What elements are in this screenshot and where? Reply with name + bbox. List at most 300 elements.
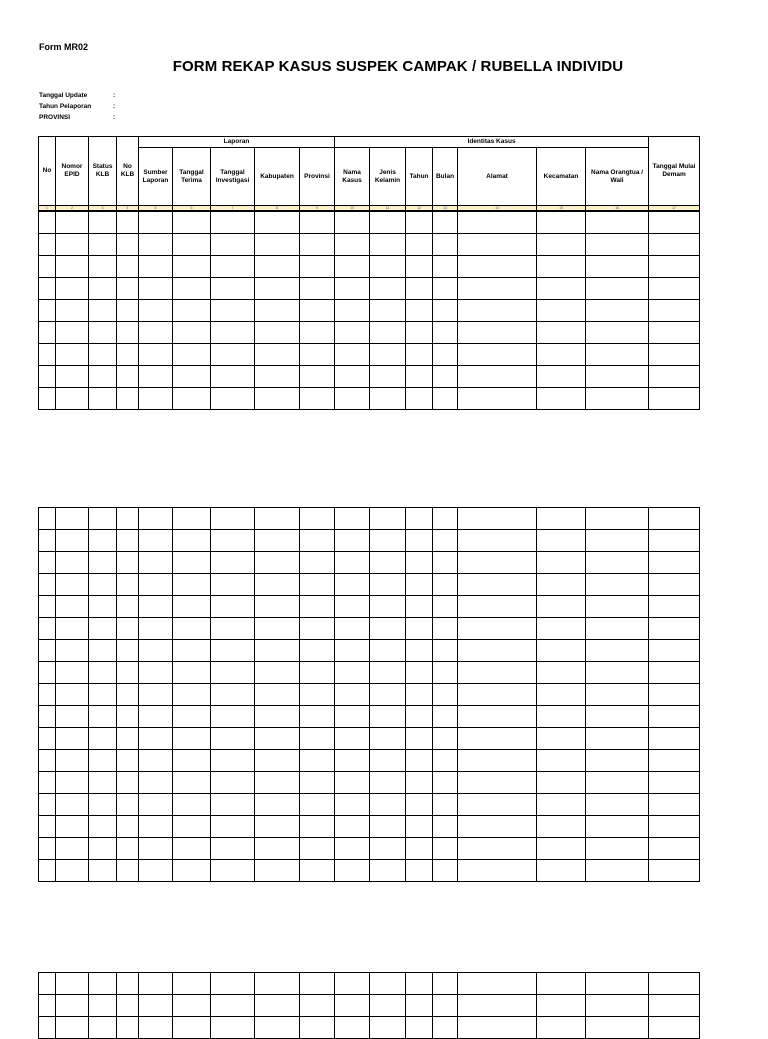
- table-cell: [173, 574, 211, 596]
- table-cell: [300, 388, 335, 410]
- table-cell: [537, 973, 586, 995]
- column-number: 17: [649, 206, 700, 212]
- table-cell: [255, 388, 300, 410]
- table-cell: [173, 816, 211, 838]
- table-cell: [300, 1017, 335, 1039]
- table-cell: [586, 596, 649, 618]
- page-title: FORM REKAP KASUS SUSPEK CAMPAK / RUBELLA INDIVIDU: [172, 58, 624, 75]
- table-cell: [139, 794, 173, 816]
- table-cell: [458, 750, 537, 772]
- table-cell: [56, 596, 89, 618]
- table-cell: [39, 256, 56, 278]
- table-cell: [39, 530, 56, 552]
- table-cell: [458, 256, 537, 278]
- table-cell: [211, 794, 255, 816]
- table-cell: [458, 973, 537, 995]
- table-cell: [300, 860, 335, 882]
- table-cell: [56, 838, 89, 860]
- header-kabupaten: Kabupaten: [255, 148, 300, 206]
- table-cell: [370, 794, 406, 816]
- table-cell: [139, 706, 173, 728]
- table-cell: [117, 388, 139, 410]
- table-cell: [117, 860, 139, 882]
- table-cell: [335, 995, 370, 1017]
- table-cell: [586, 860, 649, 882]
- header-tanggal-investigasi: Tanggal Investigasi: [211, 148, 255, 206]
- table-cell: [649, 256, 700, 278]
- table-cell: [335, 1017, 370, 1039]
- table-cell: [458, 684, 537, 706]
- table-row: [39, 300, 700, 322]
- table-cell: [370, 1017, 406, 1039]
- table-cell: [537, 750, 586, 772]
- table-cell: [139, 596, 173, 618]
- table-cell: [406, 344, 433, 366]
- table-cell: [255, 794, 300, 816]
- table-cell: [370, 973, 406, 995]
- table-cell: [433, 574, 458, 596]
- table-cell: [89, 772, 117, 794]
- meta-label: PROVINSI: [39, 114, 71, 121]
- table-cell: [211, 300, 255, 322]
- table-row: [39, 860, 700, 882]
- table-cell: [586, 728, 649, 750]
- table-cell: [211, 750, 255, 772]
- table-cell: [300, 640, 335, 662]
- table-cell: [117, 530, 139, 552]
- meta-colon: :: [113, 103, 116, 110]
- table-cell: [300, 574, 335, 596]
- table-cell: [56, 388, 89, 410]
- table-cell: [211, 772, 255, 794]
- table-cell: [433, 816, 458, 838]
- table-cell: [458, 366, 537, 388]
- table-cell: [458, 640, 537, 662]
- table-cell: [370, 530, 406, 552]
- table-cell: [139, 508, 173, 530]
- table-cell: [173, 995, 211, 1017]
- table-row: [39, 574, 700, 596]
- table-cell: [89, 211, 117, 234]
- table-cell: [211, 816, 255, 838]
- table-cell: [335, 973, 370, 995]
- table-cell: [211, 684, 255, 706]
- table-cell: [433, 728, 458, 750]
- table-cell: [537, 322, 586, 344]
- table-cell: [335, 574, 370, 596]
- table-cell: [537, 838, 586, 860]
- table-cell: [300, 662, 335, 684]
- table-cell: [89, 278, 117, 300]
- header-jenis-kelamin: Jenis Kelamin: [370, 148, 406, 206]
- table-cell: [173, 530, 211, 552]
- table-cell: [139, 574, 173, 596]
- table-cell: [406, 278, 433, 300]
- table-cell: [39, 728, 56, 750]
- table-cell: [537, 234, 586, 256]
- table-cell: [117, 772, 139, 794]
- table-cell: [335, 300, 370, 322]
- table-cell: [370, 234, 406, 256]
- table-cell: [39, 860, 56, 882]
- table-row: [39, 344, 700, 366]
- table-cell: [255, 344, 300, 366]
- table-cell: [649, 838, 700, 860]
- table-cell: [211, 838, 255, 860]
- table-cell: [89, 995, 117, 1017]
- table-cell: [649, 973, 700, 995]
- table-cell: [117, 750, 139, 772]
- table-cell: [586, 662, 649, 684]
- table-cell: [255, 995, 300, 1017]
- table-cell: [211, 211, 255, 234]
- table-cell: [649, 706, 700, 728]
- table-cell: [649, 366, 700, 388]
- table-cell: [537, 860, 586, 882]
- table-row: [39, 211, 700, 234]
- table-cell: [406, 973, 433, 995]
- table-cell: [300, 794, 335, 816]
- table-cell: [433, 640, 458, 662]
- table-cell: [139, 750, 173, 772]
- table-cell: [139, 366, 173, 388]
- table-cell: [255, 278, 300, 300]
- table-cell: [139, 816, 173, 838]
- table-cell: [300, 211, 335, 234]
- meta-label: Tahun Pelaporan: [39, 103, 92, 110]
- table-cell: [370, 995, 406, 1017]
- table-cell: [117, 728, 139, 750]
- table-cell: [39, 618, 56, 640]
- table-cell: [335, 640, 370, 662]
- table-cell: [335, 234, 370, 256]
- column-number: 12: [406, 206, 433, 212]
- table-cell: [39, 640, 56, 662]
- table-cell: [370, 662, 406, 684]
- meta-row-provinsi: [39, 114, 115, 121]
- table-cell: [335, 508, 370, 530]
- table-cell: [89, 322, 117, 344]
- table-cell: [433, 530, 458, 552]
- table-cell: [117, 1017, 139, 1039]
- table-cell: [173, 618, 211, 640]
- table-cell: [173, 366, 211, 388]
- table-cell: [173, 300, 211, 322]
- table-cell: [370, 300, 406, 322]
- table-cell: [586, 388, 649, 410]
- table-row: [39, 794, 700, 816]
- table-cell: [255, 234, 300, 256]
- table-cell: [255, 860, 300, 882]
- table-cell: [39, 706, 56, 728]
- table-row: [39, 772, 700, 794]
- table-cell: [406, 728, 433, 750]
- table-cell: [39, 574, 56, 596]
- table-cell: [649, 300, 700, 322]
- table-cell: [117, 995, 139, 1017]
- table-cell: [300, 278, 335, 300]
- table-cell: [537, 1017, 586, 1039]
- table-cell: [139, 838, 173, 860]
- table-cell: [173, 838, 211, 860]
- table-cell: [56, 508, 89, 530]
- table-cell: [89, 552, 117, 574]
- table-cell: [173, 278, 211, 300]
- table-cell: [255, 322, 300, 344]
- table-cell: [56, 684, 89, 706]
- table-cell: [370, 684, 406, 706]
- table-cell: [117, 234, 139, 256]
- column-number: 16: [586, 206, 649, 212]
- table-cell: [173, 552, 211, 574]
- table-cell: [56, 860, 89, 882]
- table-cell: [173, 706, 211, 728]
- column-number: 6: [173, 206, 211, 212]
- table-cell: [300, 322, 335, 344]
- table-cell: [39, 794, 56, 816]
- table-cell: [433, 366, 458, 388]
- table-row: [39, 596, 700, 618]
- table-cell: [406, 816, 433, 838]
- table-cell: [211, 366, 255, 388]
- table-cell: [56, 344, 89, 366]
- table-cell: [537, 772, 586, 794]
- table-cell: [211, 1017, 255, 1039]
- table-cell: [117, 552, 139, 574]
- table-cell: [406, 684, 433, 706]
- table-cell: [300, 684, 335, 706]
- table-cell: [649, 618, 700, 640]
- table-cell: [39, 596, 56, 618]
- table-cell: [300, 256, 335, 278]
- table-row: [39, 256, 700, 278]
- table-cell: [406, 794, 433, 816]
- table-cell: [433, 772, 458, 794]
- column-number: 5: [139, 206, 173, 212]
- table-cell: [406, 860, 433, 882]
- table-cell: [56, 995, 89, 1017]
- table-cell: [211, 662, 255, 684]
- table-row: [39, 530, 700, 552]
- table-cell: [649, 860, 700, 882]
- table-cell: [89, 256, 117, 278]
- table-cell: [211, 278, 255, 300]
- table-cell: [537, 662, 586, 684]
- table-cell: [117, 508, 139, 530]
- table-cell: [335, 256, 370, 278]
- table-cell: [433, 706, 458, 728]
- table-cell: [370, 750, 406, 772]
- table-cell: [433, 995, 458, 1017]
- table-cell: [139, 860, 173, 882]
- table-row: [39, 618, 700, 640]
- table-cell: [406, 256, 433, 278]
- table-cell: [406, 618, 433, 640]
- table-cell: [370, 211, 406, 234]
- table-cell: [458, 794, 537, 816]
- table-cell: [56, 662, 89, 684]
- table-cell: [458, 618, 537, 640]
- table-cell: [537, 508, 586, 530]
- table-cell: [586, 552, 649, 574]
- table-cell: [537, 344, 586, 366]
- table-cell: [211, 995, 255, 1017]
- table-cell: [56, 1017, 89, 1039]
- table-cell: [89, 366, 117, 388]
- table-cell: [406, 322, 433, 344]
- table-cell: [39, 211, 56, 234]
- table-cell: [117, 300, 139, 322]
- column-number: 9: [300, 206, 335, 212]
- table-cell: [537, 596, 586, 618]
- table-cell: [406, 1017, 433, 1039]
- table-cell: [211, 973, 255, 995]
- header-status-klb: Status KLB: [89, 137, 117, 206]
- table-cell: [433, 860, 458, 882]
- table-cell: [458, 530, 537, 552]
- table-cell: [39, 322, 56, 344]
- table-cell: [537, 640, 586, 662]
- table-cell: [173, 860, 211, 882]
- table-cell: [649, 211, 700, 234]
- table-cell: [406, 574, 433, 596]
- table-cell: [211, 574, 255, 596]
- table-cell: [39, 278, 56, 300]
- table-cell: [139, 640, 173, 662]
- table-cell: [211, 596, 255, 618]
- table-cell: [139, 618, 173, 640]
- table-cell: [586, 618, 649, 640]
- table-cell: [56, 618, 89, 640]
- table-cell: [117, 322, 139, 344]
- table-cell: [300, 728, 335, 750]
- table-cell: [537, 728, 586, 750]
- table-row: [39, 366, 700, 388]
- table-cell: [586, 256, 649, 278]
- table-cell: [255, 618, 300, 640]
- table-cell: [39, 973, 56, 995]
- table-cell: [335, 684, 370, 706]
- table-cell: [335, 706, 370, 728]
- table-cell: [117, 662, 139, 684]
- table-cell: [649, 574, 700, 596]
- table-cell: [537, 995, 586, 1017]
- table-cell: [649, 662, 700, 684]
- table-cell: [433, 322, 458, 344]
- table-cell: [586, 278, 649, 300]
- table-cell: [433, 278, 458, 300]
- table-cell: [139, 684, 173, 706]
- table-cell: [39, 1017, 56, 1039]
- table-cell: [89, 530, 117, 552]
- table-cell: [406, 596, 433, 618]
- header-kecamatan: Kecamatan: [537, 148, 586, 206]
- table-cell: [117, 574, 139, 596]
- column-number: 14: [458, 206, 537, 212]
- table-cell: [139, 552, 173, 574]
- table-cell: [335, 662, 370, 684]
- table-cell: [370, 772, 406, 794]
- table-cell: [649, 772, 700, 794]
- table-cell: [211, 728, 255, 750]
- table-cell: [335, 794, 370, 816]
- header-sumber-laporan: Sumber Laporan: [139, 148, 173, 206]
- column-number: 11: [370, 206, 406, 212]
- table-cell: [433, 973, 458, 995]
- table-cell: [117, 816, 139, 838]
- table-cell: [117, 618, 139, 640]
- table-cell: [255, 662, 300, 684]
- table-cell: [56, 366, 89, 388]
- table-row: [39, 508, 700, 530]
- column-number: 15: [537, 206, 586, 212]
- table-cell: [406, 706, 433, 728]
- table-cell: [173, 596, 211, 618]
- table-cell: [586, 750, 649, 772]
- table-cell: [56, 211, 89, 234]
- table-cell: [458, 388, 537, 410]
- table-row: [39, 995, 700, 1017]
- header-provinsi: Provinsi: [300, 148, 335, 206]
- table-cell: [139, 772, 173, 794]
- table-cell: [173, 684, 211, 706]
- table-cell: [433, 684, 458, 706]
- table-cell: [335, 596, 370, 618]
- table-cell: [39, 816, 56, 838]
- table-cell: [406, 662, 433, 684]
- table-cell: [649, 322, 700, 344]
- table-cell: [255, 574, 300, 596]
- table-cell: [255, 838, 300, 860]
- table-cell: [39, 772, 56, 794]
- table-cell: [211, 234, 255, 256]
- table-cell: [458, 552, 537, 574]
- table-cell: [458, 772, 537, 794]
- table-cell: [89, 706, 117, 728]
- table-cell: [649, 552, 700, 574]
- table-cell: [300, 234, 335, 256]
- table-cell: [370, 860, 406, 882]
- table-cell: [335, 344, 370, 366]
- table-cell: [458, 344, 537, 366]
- table-cell: [139, 662, 173, 684]
- table-cell: [586, 995, 649, 1017]
- column-number: 10: [335, 206, 370, 212]
- table-cell: [370, 574, 406, 596]
- table-cell: [255, 750, 300, 772]
- table-cell: [139, 530, 173, 552]
- table-cell: [139, 388, 173, 410]
- table-cell: [586, 1017, 649, 1039]
- table-cell: [117, 640, 139, 662]
- table-cell: [211, 706, 255, 728]
- table-row: [39, 838, 700, 860]
- table-cell: [173, 256, 211, 278]
- meta-label: Tanggal Update: [39, 92, 88, 99]
- table-cell: [433, 234, 458, 256]
- table-cell: [117, 838, 139, 860]
- table-cell: [39, 684, 56, 706]
- form-code: Form MR02: [39, 42, 89, 52]
- table-cell: [117, 278, 139, 300]
- table-cell: [39, 838, 56, 860]
- table-cell: [255, 552, 300, 574]
- table-cell: [56, 973, 89, 995]
- table-cell: [370, 552, 406, 574]
- table-cell: [537, 366, 586, 388]
- table-cell: [117, 794, 139, 816]
- table-cell: [211, 552, 255, 574]
